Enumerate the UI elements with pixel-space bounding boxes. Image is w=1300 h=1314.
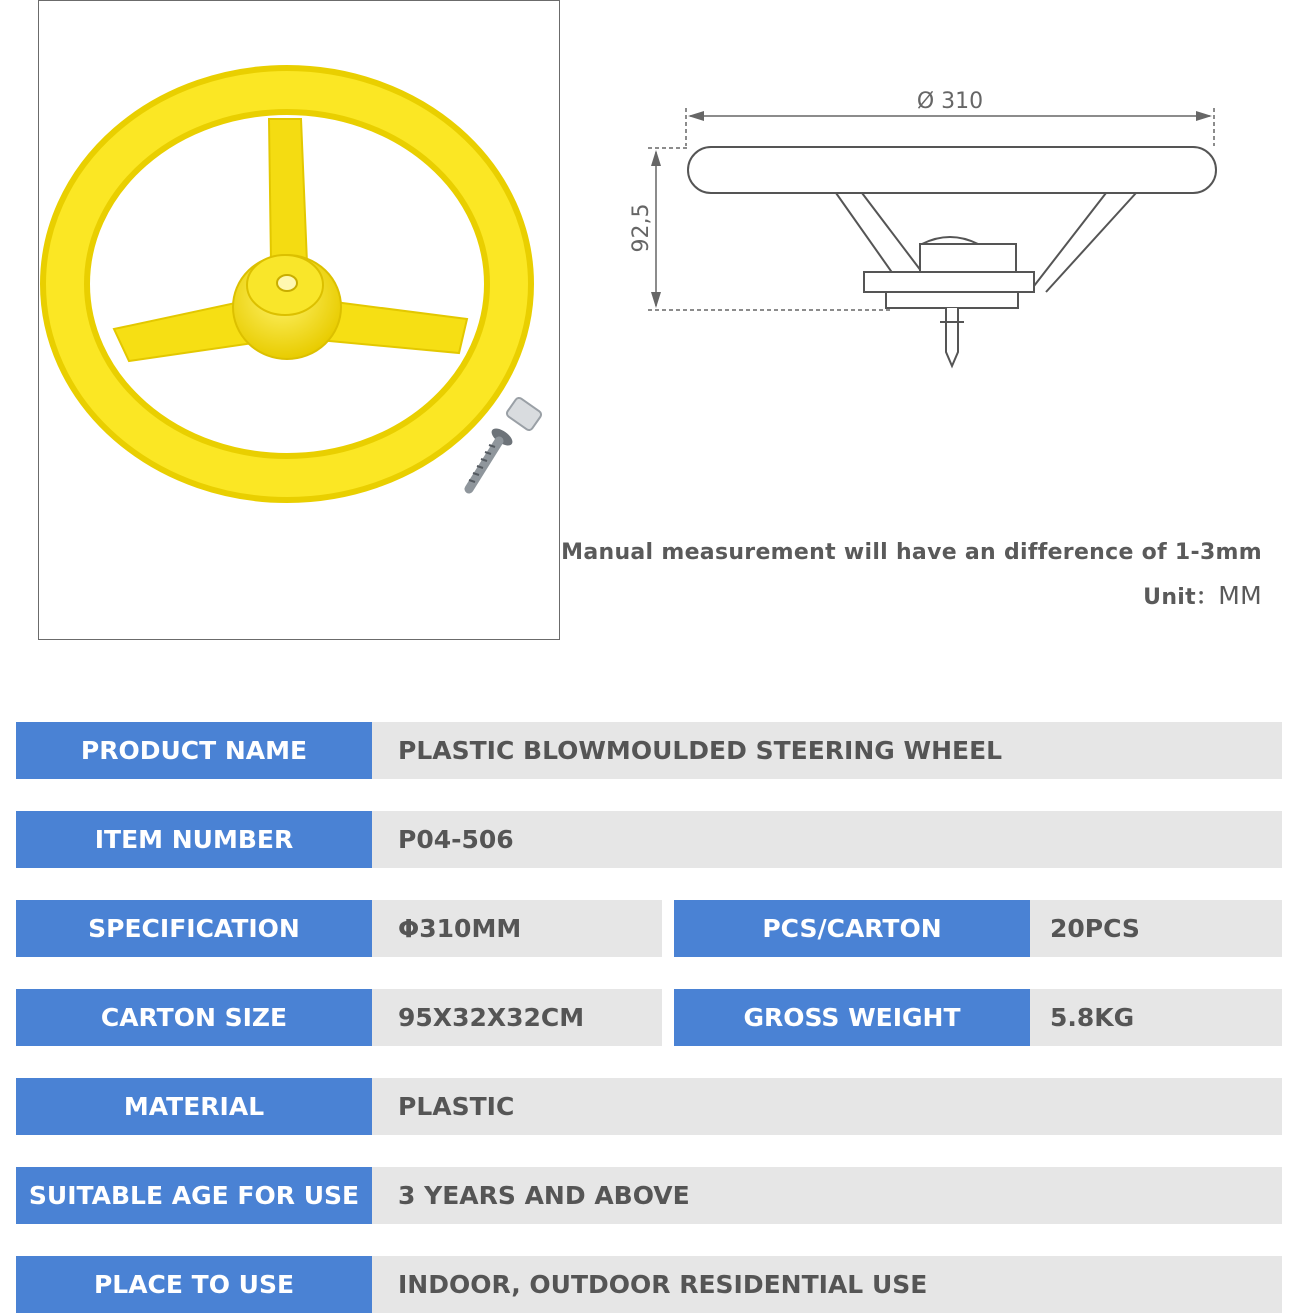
item-number-value: P04-506	[372, 811, 1282, 868]
specification-value: Φ310MM	[372, 900, 662, 957]
material-label: MATERIAL	[16, 1078, 372, 1135]
suitable-age-value: 3 YEARS AND ABOVE	[372, 1167, 1282, 1224]
measurement-note: Manual measurement will have an difference of 1-3mm	[561, 540, 1262, 565]
height-dimension-label: 92,5	[629, 203, 654, 253]
spec-row-material	[16, 1078, 1282, 1135]
unit-label: Unit：	[1143, 585, 1219, 610]
gross-weight-value: 5.8KG	[1030, 989, 1282, 1046]
spec-row-place-to-use	[16, 1256, 1282, 1313]
pcs-carton-label: PCS/CARTON	[674, 900, 1030, 957]
spec-row-carton-size	[16, 989, 1282, 1046]
product-photo-frame	[38, 0, 560, 640]
pcs-carton-value: 20PCS	[1030, 900, 1282, 957]
spec-row-suitable-age	[16, 1167, 1282, 1224]
product-name-label: PRODUCT NAME	[16, 722, 372, 779]
unit-note	[1143, 580, 1262, 611]
steering-wheel-image	[39, 1, 561, 641]
suitable-age-label: SUITABLE AGE FOR USE	[16, 1167, 372, 1224]
gross-weight-label: GROSS WEIGHT	[674, 989, 1030, 1046]
place-to-use-label: PLACE TO USE	[16, 1256, 372, 1313]
dimension-drawing	[600, 60, 1240, 390]
place-to-use-value: INDOOR, OUTDOOR RESIDENTIAL USE	[372, 1256, 1282, 1313]
spec-row-item-number	[16, 811, 1282, 868]
carton-size-value: 95X32X32CM	[372, 989, 662, 1046]
spec-row-product-name	[16, 722, 1282, 779]
spec-row-specification	[16, 900, 1282, 957]
carton-size-label: CARTON SIZE	[16, 989, 372, 1046]
specification-label: SPECIFICATION	[16, 900, 372, 957]
diameter-dimension-label: Ø 310	[916, 89, 984, 114]
product-name-value: PLASTIC BLOWMOULDED STEERING WHEEL	[372, 722, 1282, 779]
unit-value: MM	[1218, 581, 1262, 610]
material-value: PLASTIC	[372, 1078, 1282, 1135]
item-number-label: ITEM NUMBER	[16, 811, 372, 868]
